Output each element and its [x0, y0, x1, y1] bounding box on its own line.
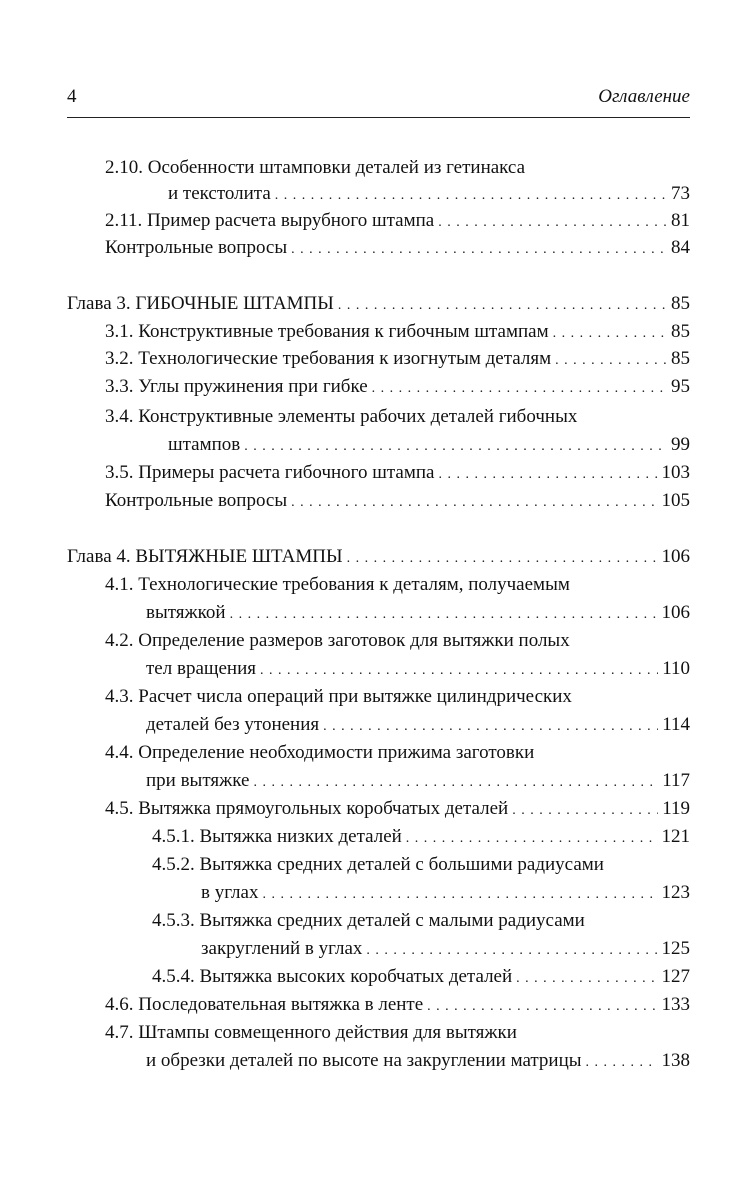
- dot-leader: [553, 321, 667, 347]
- dot-leader: [586, 1050, 658, 1076]
- toc-page-number: 85: [671, 321, 690, 342]
- toc-page-number: 99: [671, 434, 690, 455]
- toc-entry-text: Глава 3. ГИБОЧНЫЕ ШТАМПЫ: [67, 293, 334, 314]
- toc-entry-2-10-title: 2.10. Особенности штамповки деталей из гетинакса: [105, 157, 526, 178]
- toc-entry-text: Контрольные вопросы: [105, 237, 288, 258]
- toc-page-number: 85: [671, 293, 690, 314]
- toc-entry-text: 3.1. Конструктивные требования к гибочным штампам: [105, 321, 549, 342]
- toc-entry-text: 4.5. Вытяжка прямоугольных коробчатых деталей: [105, 798, 509, 819]
- toc-chapter-3: [67, 291, 690, 317]
- dot-leader: [438, 462, 657, 488]
- dot-leader: [406, 826, 658, 852]
- toc-entry-text: и текстолита: [168, 183, 271, 204]
- toc-page-number: 117: [662, 770, 690, 791]
- toc-entry-3-2: [105, 346, 690, 372]
- toc-entry-text: 3.3. Углы пружинения при гибке: [105, 376, 368, 397]
- toc-page-number: 119: [662, 798, 690, 819]
- toc-entry-4-4: [146, 768, 690, 794]
- toc-entry-4-5-2-title: 4.5.2. Вытяжка средних деталей с большими радиусами: [152, 854, 604, 875]
- dot-leader: [438, 210, 667, 236]
- toc-entry-text: закруглений в углах: [201, 938, 363, 959]
- toc-entry-4-6: [105, 992, 690, 1018]
- toc-chapter-4: [67, 544, 690, 570]
- toc-entry-text: при вытяжке: [146, 770, 250, 791]
- toc-entry-text: деталей без утонения: [146, 714, 320, 735]
- dot-leader: [338, 293, 667, 319]
- page-header: [67, 86, 690, 118]
- dot-leader: [244, 434, 667, 460]
- toc-page-number: 95: [671, 376, 690, 397]
- toc-page-number: 106: [661, 602, 690, 623]
- toc-entry-text: 4.5.4. Вытяжка высоких коробчатых деталей: [152, 966, 513, 987]
- toc-entry-4-2-title: 4.2. Определение размеров заготовок для вытяжки полых: [105, 630, 570, 651]
- toc-page-number: 103: [661, 462, 690, 483]
- toc-entry-4-4-title: 4.4. Определение необходимости прижима заготовки: [105, 742, 535, 763]
- dot-leader: [260, 658, 658, 684]
- dot-leader: [516, 966, 657, 992]
- toc-entry-text: вытяжкой: [146, 602, 226, 623]
- dot-leader: [275, 183, 667, 209]
- toc-entry-questions-ch2: [105, 235, 690, 261]
- dot-leader: [427, 994, 657, 1020]
- dot-leader: [512, 798, 658, 824]
- toc-page-number: 114: [662, 714, 690, 735]
- dot-leader: [347, 546, 658, 572]
- dot-leader: [366, 938, 657, 964]
- dot-leader: [291, 237, 667, 263]
- toc-entry-text: 3.2. Технологические требования к изогнутым деталям: [105, 348, 552, 369]
- toc-entry-4-5-4: [152, 964, 690, 990]
- toc-entry-4-1-title: 4.1. Технологические требования к деталям, получаемым: [105, 574, 570, 595]
- toc-entry-4-7: [146, 1048, 690, 1074]
- toc-page-number: 110: [662, 658, 690, 679]
- dot-leader: [230, 602, 658, 628]
- toc-entry-3-5: [105, 460, 690, 486]
- toc-entry-4-5-3: [201, 936, 690, 962]
- dot-leader: [555, 348, 667, 374]
- toc-entry-4-7-title: 4.7. Штампы совмещенного действия для вытяжки: [105, 1022, 517, 1043]
- toc-page-number: 105: [661, 490, 690, 511]
- toc-entry-text: 4.6. Последовательная вытяжка в ленте: [105, 994, 424, 1015]
- toc-entry-text: 3.5. Примеры расчета гибочного штампа: [105, 462, 435, 483]
- toc-page-number: 123: [661, 882, 690, 903]
- toc-entry-4-3-title: 4.3. Расчет числа операций при вытяжке цилиндрических: [105, 686, 572, 707]
- toc-entry-4-5-2: [201, 880, 690, 906]
- page-number: 4: [67, 86, 77, 107]
- toc-page-number: 85: [671, 348, 690, 369]
- toc-entry-4-2: [146, 656, 690, 682]
- toc-page-number: 84: [671, 237, 690, 258]
- toc-page-number: 133: [661, 994, 690, 1015]
- toc-page-number: 81: [671, 210, 690, 231]
- toc-entry-3-4: [168, 432, 690, 458]
- toc-entry-4-3: [146, 712, 690, 738]
- toc-page-number: 121: [661, 826, 690, 847]
- toc-entry-questions-ch3: [105, 488, 690, 514]
- toc-entry-4-5-1: [152, 824, 690, 850]
- toc-entry-text: в углах: [201, 882, 259, 903]
- toc-page-number: 106: [661, 546, 690, 567]
- dot-leader: [291, 490, 657, 516]
- toc-entry-4-5: [105, 796, 690, 822]
- toc-entry-text: Контрольные вопросы: [105, 490, 288, 511]
- toc-entry-text: и обрезки деталей по высоте на закруглении матрицы: [146, 1050, 582, 1071]
- toc-entry-3-3: [105, 374, 690, 400]
- toc-entry-2-10: [168, 181, 690, 207]
- toc-page-number: 138: [661, 1050, 690, 1071]
- toc-entry-2-11: [105, 208, 690, 234]
- dot-leader: [323, 714, 658, 740]
- toc-entry-4-1: [146, 600, 690, 626]
- header-rule: [67, 117, 690, 118]
- toc-entry-text: тел вращения: [146, 658, 257, 679]
- toc-entry-text: штампов: [168, 434, 241, 455]
- toc-page-number: 73: [671, 183, 690, 204]
- toc-entry-text: 4.5.1. Вытяжка низких деталей: [152, 826, 402, 847]
- dot-leader: [372, 376, 667, 402]
- dot-leader: [262, 882, 657, 908]
- toc-page-number: 127: [661, 966, 690, 987]
- toc-entry-text: 2.11. Пример расчета вырубного штампа: [105, 210, 435, 231]
- toc-entry-3-4-title: 3.4. Конструктивные элементы рабочих деталей гибочных: [105, 406, 578, 427]
- toc-entry-text: Глава 4. ВЫТЯЖНЫЕ ШТАМПЫ: [67, 546, 343, 567]
- running-title: Оглавление: [598, 86, 690, 107]
- toc-entry-4-5-3-title: 4.5.3. Вытяжка средних деталей с малыми радиусами: [152, 910, 585, 931]
- toc-page-number: 125: [661, 938, 690, 959]
- dot-leader: [253, 770, 658, 796]
- toc-entry-3-1: [105, 319, 690, 345]
